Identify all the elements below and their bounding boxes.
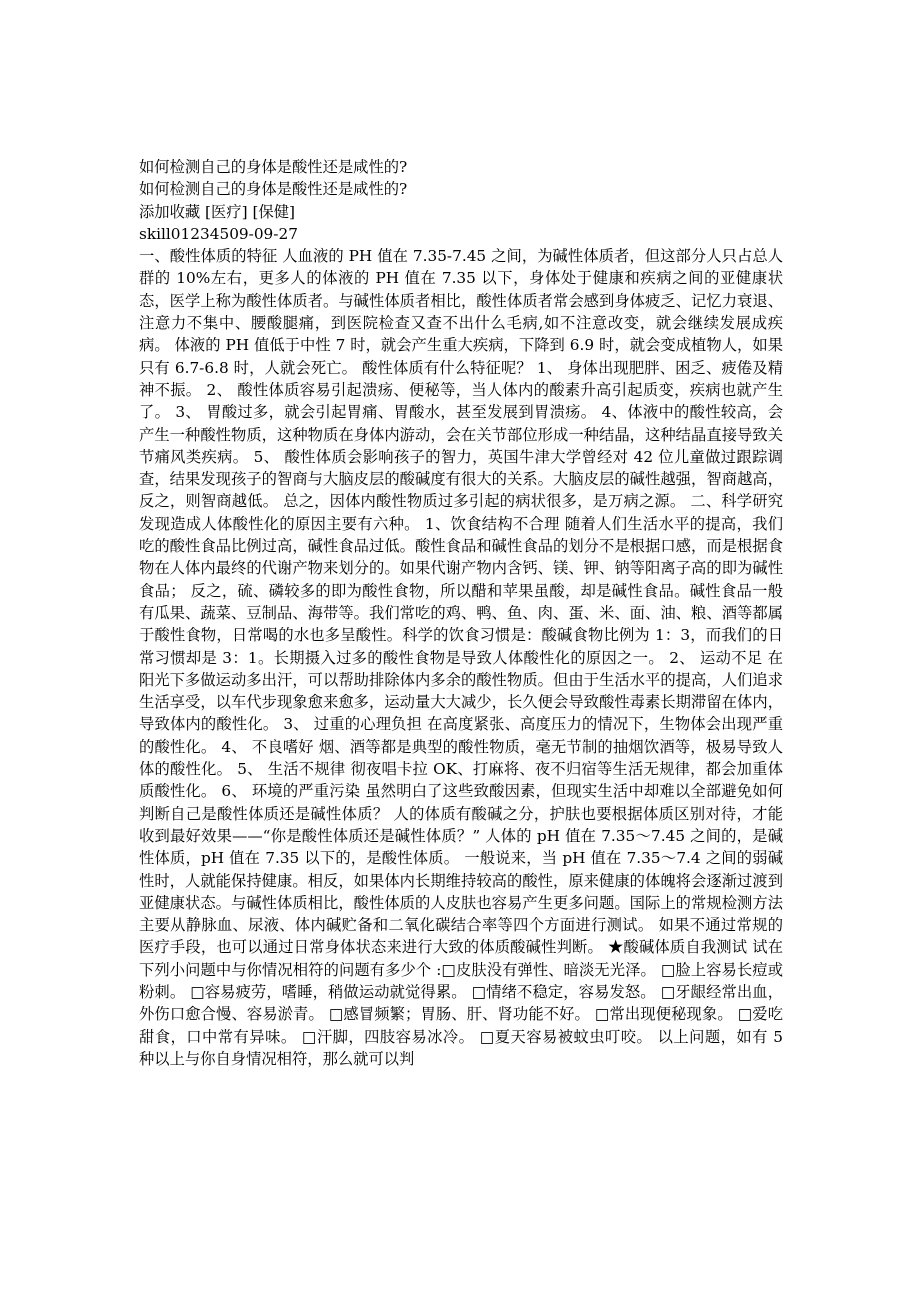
document-page	[139, 156, 783, 1070]
document-tags: 添加收藏 [医疗] [保健]	[139, 202, 295, 221]
document-title: 如何检测自己的身体是酸性还是咸性的?	[139, 158, 408, 176]
document-subtitle: 如何检测自己的身体是酸性还是咸性的?	[139, 180, 408, 199]
document-author-date: skill01234509-09-27	[139, 224, 298, 243]
document-body: 一、酸性体质的特征 人血液的 PH 值在 7.35-7.45 之间，为碱性体质者，但这部分人只占总人群的 10%左右，更多人的体液的 PH 值在 7.35 以下，身体处于健康和疾病之间的亚健康状态，医学上称为酸性体质者。与碱性体质者相比，酸性体质者常会感到身体疲乏、记忆力衰退、注意力不集中、腰酸腿痛，到医院检查又查不出什么毛病,如不注意改变，就会继续发展成疾病。 体液的 PH 值低于中性 7 时，就会产生重大疾病，下降到 6.9 时，就会变成植物人，如果只有 6.7-6.8 时，人就会死亡。 酸性体质有什么特征呢？ 1、 身体出现肥胖、困乏、疲倦及精神不振。 2、 酸性体质容易引起溃疡、便秘等，当人体内的酸素升高引起质变，疾病也就产生了。 3、 胃酸过多，就会引起胃痛、胃酸水，甚至发展到胃溃疡。 4、体液中的酸性较高，会产生一种酸性物质，这种物质在身体内游动，会在关节部位形成一种结晶，这种结晶直接导致关节痛风类疾病。 5、 酸性体质会影响孩子的智力，英国牛津大学曾经对 42 位儿童做过跟踪调查，结果发现孩子的智商与大脑皮层的酸碱度有很大的关系。大脑皮层的碱性越强，智商越高，反之，则智商越低。 总之，因体内酸性物质过多引起的病状很多，是万病之源。 二、科学研究发现造成人体酸性化的原因主要有六种。 1、饮食结构不合理 随着人们生活水平的提高，我们吃的酸性食品比例过高，碱性食品过低。酸性食品和碱性食品的划分不是根据口感，而是根据食物在人体内最终的代谢产物来划分的。如果代谢产物内含钙、镁、钾、钠等阳离子高的即为碱性食品； 反之，硫、磷较多的即为酸性食物，所以醋和苹果虽酸，却是碱性食品。碱性食品一般有瓜果、蔬菜、豆制品、海带等。我们常吃的鸡、鸭、鱼、肉、蛋、米、面、油、粮、酒等都属于酸性食物，日常喝的水也多呈酸性。科学的饮食习惯是：酸碱食物比例为 1：3，而我们的日常习惯却是 3：1。长期摄入过多的酸性食物是导致人体酸性化的原因之一。 2、 运动不足 在阳光下多做运动多出汗，可以帮助排除体内多余的酸性物质。但由于生活水平的提高，人们追求生活享受，以车代步现象愈来愈多，运动量大大减少，长久便会导致酸性毒素长期滞留在体内，导致体内的酸性化。 3、 过重的心理负担 在高度紧张、高度压力的情况下，生物体会出现严重的酸性化。 4、 不良嗜好 烟、酒等都是典型的酸性物质，毫无节制的抽烟饮酒等，极易导致人体的酸性化。 5、 生活不规律 彻夜唱卡拉 OK、打麻将、夜不归宿等生活无规律，都会加重体质酸性化。 6、 环境的严重污染 虽然明白了这些致酸因素，但现实生活中却难以全部避免如何判断自己是酸性体质还是碱性体质？ 人的体质有酸碱之分，护肤也要根据体质区别对待，才能收到最好效果——“你是酸性体质还是碱性体质？” 人体的 pH 值在 7.35～7.45 之间的，是碱性体质，pH 值在 7.35 以下的，是酸性体质。 一般说来，当 pH 值在 7.35～7.4 之间的弱碱性时，人就能保持健康。相反，如果体内长期维持较高的酸性，原来健康的体魄将会逐渐过渡到亚健康状态。与碱性体质相比，酸性体质的人皮肤也容易产生更多问题。国际上的常规检测方法主要从静脉血、尿液、体内碱贮备和二氧化碳结合率等四个方面进行测试。 如果不通过常规的医疗手段，也可以通过日常身体状态来进行大致的体质酸碱性判断。 ★酸碱体质自我测试 试在下列小问题中与你情况相符的问题有多少个 :□皮肤没有弹性、暗淡无光泽。 □脸上容易长痘或粉刺。 □容易疲劳，嗜睡，稍做运动就觉得累。 □情绪不稳定，容易发怒。 □牙龈经常出血，外伤口愈合慢、容易淤青。 □感冒频繁；胃肠、肝、肾功能不好。 □常出现便秘现象。 □爱吃甜食，口中常有异味。 □汗脚，四肢容易冰冷。 □夏天容易被蚊虫叮咬。 以上问题，如有 5 种以上与你自身情况相符，那么就可以判	[139, 247, 783, 1068]
